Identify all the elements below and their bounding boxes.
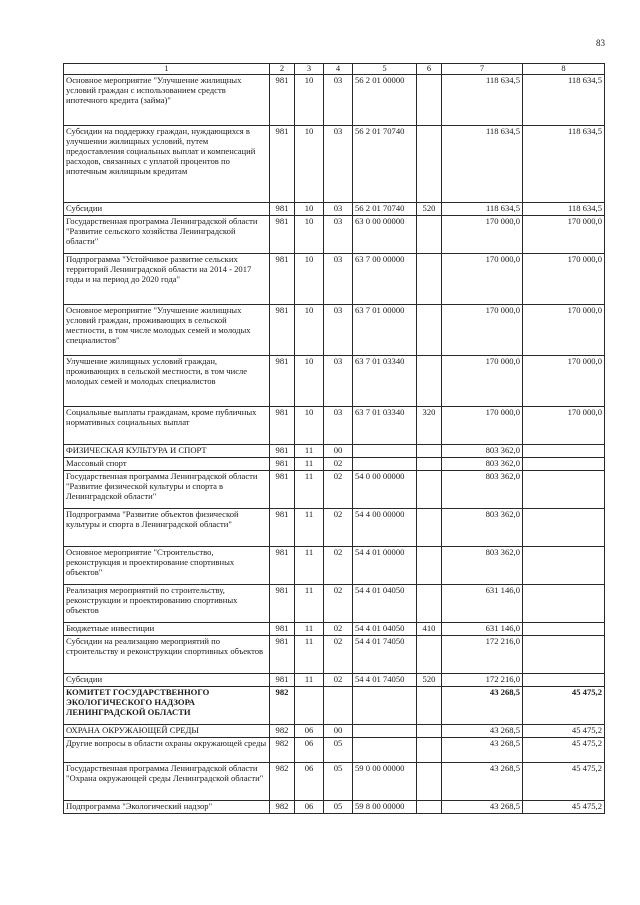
row-name: ФИЗИЧЕСКАЯ КУЛЬТУРА И СПОРТ (64, 444, 270, 457)
row-name: Основное мероприятие "Улучшение жилищных условий граждан, проживающих в сельской местности, в том числе молодых семей и молодых специалистов" (64, 304, 270, 355)
amount-year-1: 172 216,0 (442, 673, 523, 686)
amount-year-2: 170 000,0 (523, 355, 605, 406)
amount-year-1: 118 634,5 (442, 202, 523, 215)
row-name: Подпрограмма "Развитие объектов физической культуры и спорта в Ленинградской области" (64, 508, 270, 546)
row-name: Другие вопросы в области охраны окружающей среды (64, 737, 270, 762)
subsection-code: 02 (324, 457, 353, 470)
amount-year-2 (523, 508, 605, 546)
table-row (64, 584, 605, 622)
expense-type-code: 520 (417, 673, 442, 686)
column-number: 7 (442, 64, 523, 75)
amount-year-1: 43 268,5 (442, 724, 523, 737)
amount-year-2: 45 475,2 (523, 686, 605, 724)
amount-year-1: 172 216,0 (442, 635, 523, 673)
amount-year-1: 803 362,0 (442, 546, 523, 584)
section-code: 11 (295, 584, 324, 622)
expense-type-code (417, 253, 442, 304)
ministry-code: 981 (270, 470, 295, 508)
expense-type-code (417, 508, 442, 546)
target-article-code: 56 2 01 70740 (353, 125, 417, 202)
amount-year-2: 170 000,0 (523, 304, 605, 355)
target-article-code: 54 4 01 74050 (353, 635, 417, 673)
amount-year-2: 170 000,0 (523, 215, 605, 253)
subsection-code: 03 (324, 253, 353, 304)
amount-year-1: 170 000,0 (442, 355, 523, 406)
ministry-code: 981 (270, 202, 295, 215)
table-row (64, 762, 605, 800)
table-row (64, 457, 605, 470)
ministry-code: 982 (270, 762, 295, 800)
amount-year-2: 118 634,5 (523, 125, 605, 202)
table-row (64, 444, 605, 457)
section-code: 11 (295, 457, 324, 470)
budget-table (63, 63, 605, 814)
section-code: 10 (295, 125, 324, 202)
expense-type-code (417, 737, 442, 762)
section-code: 11 (295, 546, 324, 584)
target-article-code (353, 457, 417, 470)
amount-year-2 (523, 444, 605, 457)
section-code: 10 (295, 304, 324, 355)
subsection-code: 05 (324, 800, 353, 813)
expense-type-code (417, 762, 442, 800)
amount-year-2 (523, 584, 605, 622)
amount-year-2: 170 000,0 (523, 406, 605, 444)
column-number: 8 (523, 64, 605, 75)
expense-type-code (417, 74, 442, 125)
ministry-code: 981 (270, 406, 295, 444)
section-code (295, 686, 324, 724)
table-row (64, 635, 605, 673)
target-article-code (353, 724, 417, 737)
ministry-code: 981 (270, 584, 295, 622)
amount-year-1: 170 000,0 (442, 215, 523, 253)
amount-year-2 (523, 470, 605, 508)
section-code: 11 (295, 622, 324, 635)
section-code: 11 (295, 444, 324, 457)
target-article-code: 54 4 01 04050 (353, 584, 417, 622)
amount-year-1: 803 362,0 (442, 457, 523, 470)
subsection-code: 05 (324, 762, 353, 800)
section-code: 10 (295, 74, 324, 125)
section-code: 06 (295, 800, 324, 813)
page-number: 83 (596, 38, 605, 48)
column-number: 2 (270, 64, 295, 75)
target-article-code (353, 737, 417, 762)
section-code: 06 (295, 724, 324, 737)
ministry-code: 981 (270, 673, 295, 686)
row-name: Реализация мероприятий по строительству, реконструкции и проектированию спортивных объектов (64, 584, 270, 622)
table-row (64, 406, 605, 444)
table-row (64, 686, 605, 724)
section-code: 06 (295, 737, 324, 762)
row-name: Подпрограмма "Экологический надзор" (64, 800, 270, 813)
section-code: 11 (295, 470, 324, 508)
expense-type-code (417, 584, 442, 622)
column-number: 5 (353, 64, 417, 75)
section-code: 10 (295, 215, 324, 253)
subsection-code: 03 (324, 125, 353, 202)
ministry-code: 981 (270, 546, 295, 584)
row-name: Социальные выплаты гражданам, кроме публичных нормативных социальных выплат (64, 406, 270, 444)
amount-year-2 (523, 635, 605, 673)
amount-year-1: 43 268,5 (442, 737, 523, 762)
subsection-code: 02 (324, 673, 353, 686)
target-article-code: 63 7 01 00000 (353, 304, 417, 355)
table-row (64, 800, 605, 813)
ministry-code: 981 (270, 215, 295, 253)
target-article-code: 63 7 01 03340 (353, 406, 417, 444)
expense-type-code (417, 355, 442, 406)
section-code: 06 (295, 762, 324, 800)
ministry-code: 981 (270, 74, 295, 125)
column-number: 4 (324, 64, 353, 75)
target-article-code: 54 4 00 00000 (353, 508, 417, 546)
amount-year-1: 803 362,0 (442, 470, 523, 508)
row-name: Улучшение жилищных условий граждан, проживающих в сельской местности, в том числе молодых семей и молодых специалистов (64, 355, 270, 406)
expense-type-code (417, 457, 442, 470)
section-code: 11 (295, 673, 324, 686)
column-number: 1 (64, 64, 270, 75)
ministry-code: 982 (270, 686, 295, 724)
subsection-code: 03 (324, 215, 353, 253)
table-row (64, 737, 605, 762)
expense-type-code (417, 304, 442, 355)
table-row (64, 74, 605, 125)
row-name: Подпрограмма "Устойчивое развитие сельских территорий Ленинградской области на 2014 - 2017 годы и на период до 2020 года" (64, 253, 270, 304)
row-name: Субсидии (64, 202, 270, 215)
target-article-code: 54 4 01 00000 (353, 546, 417, 584)
table-row (64, 253, 605, 304)
row-name: Массовый спорт (64, 457, 270, 470)
amount-year-1: 803 362,0 (442, 444, 523, 457)
table-row (64, 673, 605, 686)
amount-year-2: 118 634,5 (523, 202, 605, 215)
amount-year-1: 118 634,5 (442, 125, 523, 202)
amount-year-2 (523, 457, 605, 470)
row-name: Бюджетные инвестиции (64, 622, 270, 635)
subsection-code: 03 (324, 304, 353, 355)
subsection-code: 05 (324, 737, 353, 762)
row-name: Субсидии (64, 673, 270, 686)
table-row (64, 202, 605, 215)
ministry-code: 981 (270, 635, 295, 673)
expense-type-code (417, 635, 442, 673)
target-article-code (353, 686, 417, 724)
amount-year-1: 631 146,0 (442, 584, 523, 622)
column-number-row (64, 64, 605, 75)
amount-year-1: 43 268,5 (442, 762, 523, 800)
amount-year-2: 45 475,2 (523, 724, 605, 737)
expense-type-code (417, 724, 442, 737)
subsection-code: 02 (324, 546, 353, 584)
ministry-code: 981 (270, 125, 295, 202)
amount-year-2: 45 475,2 (523, 762, 605, 800)
table-row (64, 215, 605, 253)
amount-year-1: 803 362,0 (442, 508, 523, 546)
subsection-code: 00 (324, 444, 353, 457)
target-article-code (353, 444, 417, 457)
section-code: 11 (295, 635, 324, 673)
amount-year-2: 170 000,0 (523, 253, 605, 304)
amount-year-1: 43 268,5 (442, 686, 523, 724)
amount-year-2 (523, 622, 605, 635)
table-row (64, 470, 605, 508)
table-row (64, 355, 605, 406)
section-code: 10 (295, 202, 324, 215)
amount-year-2: 45 475,2 (523, 737, 605, 762)
section-code: 11 (295, 508, 324, 546)
ministry-code: 982 (270, 800, 295, 813)
subsection-code (324, 686, 353, 724)
target-article-code: 59 8 00 00000 (353, 800, 417, 813)
row-name: ОХРАНА ОКРУЖАЮЩЕЙ СРЕДЫ (64, 724, 270, 737)
target-article-code: 54 4 01 04050 (353, 622, 417, 635)
subsection-code: 00 (324, 724, 353, 737)
subsection-code: 03 (324, 74, 353, 125)
row-name: Государственная программа Ленинградской области "Охрана окружающей среды Ленинградской области" (64, 762, 270, 800)
amount-year-2: 45 475,2 (523, 800, 605, 813)
amount-year-2 (523, 546, 605, 584)
expense-type-code: 520 (417, 202, 442, 215)
expense-type-code (417, 470, 442, 508)
subsection-code: 02 (324, 584, 353, 622)
amount-year-1: 170 000,0 (442, 406, 523, 444)
target-article-code: 54 4 01 74050 (353, 673, 417, 686)
subsection-code: 02 (324, 635, 353, 673)
table-row (64, 724, 605, 737)
subsection-code: 02 (324, 470, 353, 508)
subsection-code: 02 (324, 622, 353, 635)
target-article-code: 56 2 01 00000 (353, 74, 417, 125)
section-code: 10 (295, 406, 324, 444)
expense-type-code (417, 686, 442, 724)
subsection-code: 03 (324, 355, 353, 406)
ministry-code: 981 (270, 355, 295, 406)
table-row (64, 546, 605, 584)
column-number: 6 (417, 64, 442, 75)
subsection-code: 02 (324, 508, 353, 546)
target-article-code: 63 0 00 00000 (353, 215, 417, 253)
row-name: Субсидии на реализацию мероприятий по строительству и реконструкции спортивных объектов (64, 635, 270, 673)
target-article-code: 54 0 00 00000 (353, 470, 417, 508)
amount-year-1: 631 146,0 (442, 622, 523, 635)
table-row (64, 304, 605, 355)
target-article-code: 63 7 01 03340 (353, 355, 417, 406)
ministry-code: 982 (270, 737, 295, 762)
ministry-code: 981 (270, 508, 295, 546)
amount-year-1: 118 634,5 (442, 74, 523, 125)
expense-type-code (417, 800, 442, 813)
amount-year-1: 170 000,0 (442, 304, 523, 355)
section-code: 10 (295, 253, 324, 304)
row-name: Государственная программа Ленинградской области "Развитие сельского хозяйства Ленинградской области" (64, 215, 270, 253)
table-row (64, 125, 605, 202)
expense-type-code (417, 125, 442, 202)
expense-type-code (417, 546, 442, 584)
target-article-code: 59 0 00 00000 (353, 762, 417, 800)
amount-year-2 (523, 673, 605, 686)
amount-year-1: 43 268,5 (442, 800, 523, 813)
row-name: Государственная программа Ленинградской области "Развитие физической культуры и спорта в Ленинградской области" (64, 470, 270, 508)
row-name: Субсидии на поддержку граждан, нуждающихся в улучшении жилищных условий, путем предоставления социальных выплат и компенсаций расходов, связанных с уплатой процентов по ипотечным жилищным кредитам (64, 125, 270, 202)
expense-type-code (417, 444, 442, 457)
column-number: 3 (295, 64, 324, 75)
row-name: Основное мероприятие "Улучшение жилищных условий граждан с использованием средств ипотечного кредита (займа)" (64, 74, 270, 125)
ministry-code: 981 (270, 444, 295, 457)
subsection-code: 03 (324, 406, 353, 444)
subsection-code: 03 (324, 202, 353, 215)
table-row (64, 508, 605, 546)
ministry-code: 982 (270, 724, 295, 737)
ministry-code: 981 (270, 304, 295, 355)
ministry-code: 981 (270, 253, 295, 304)
amount-year-1: 170 000,0 (442, 253, 523, 304)
expense-type-code (417, 215, 442, 253)
target-article-code: 63 7 00 00000 (353, 253, 417, 304)
row-name: КОМИТЕТ ГОСУДАРСТВЕННОГО ЭКОЛОГИЧЕСКОГО НАДЗОРА ЛЕНИНГРАДСКОЙ ОБЛАСТИ (64, 686, 270, 724)
expense-type-code: 410 (417, 622, 442, 635)
section-code: 10 (295, 355, 324, 406)
target-article-code: 56 2 01 70740 (353, 202, 417, 215)
table-row (64, 622, 605, 635)
amount-year-2: 118 634,5 (523, 74, 605, 125)
row-name: Основное мероприятие "Строительство, реконструкция и проектирование спортивных объектов" (64, 546, 270, 584)
ministry-code: 981 (270, 622, 295, 635)
expense-type-code: 320 (417, 406, 442, 444)
ministry-code: 981 (270, 457, 295, 470)
